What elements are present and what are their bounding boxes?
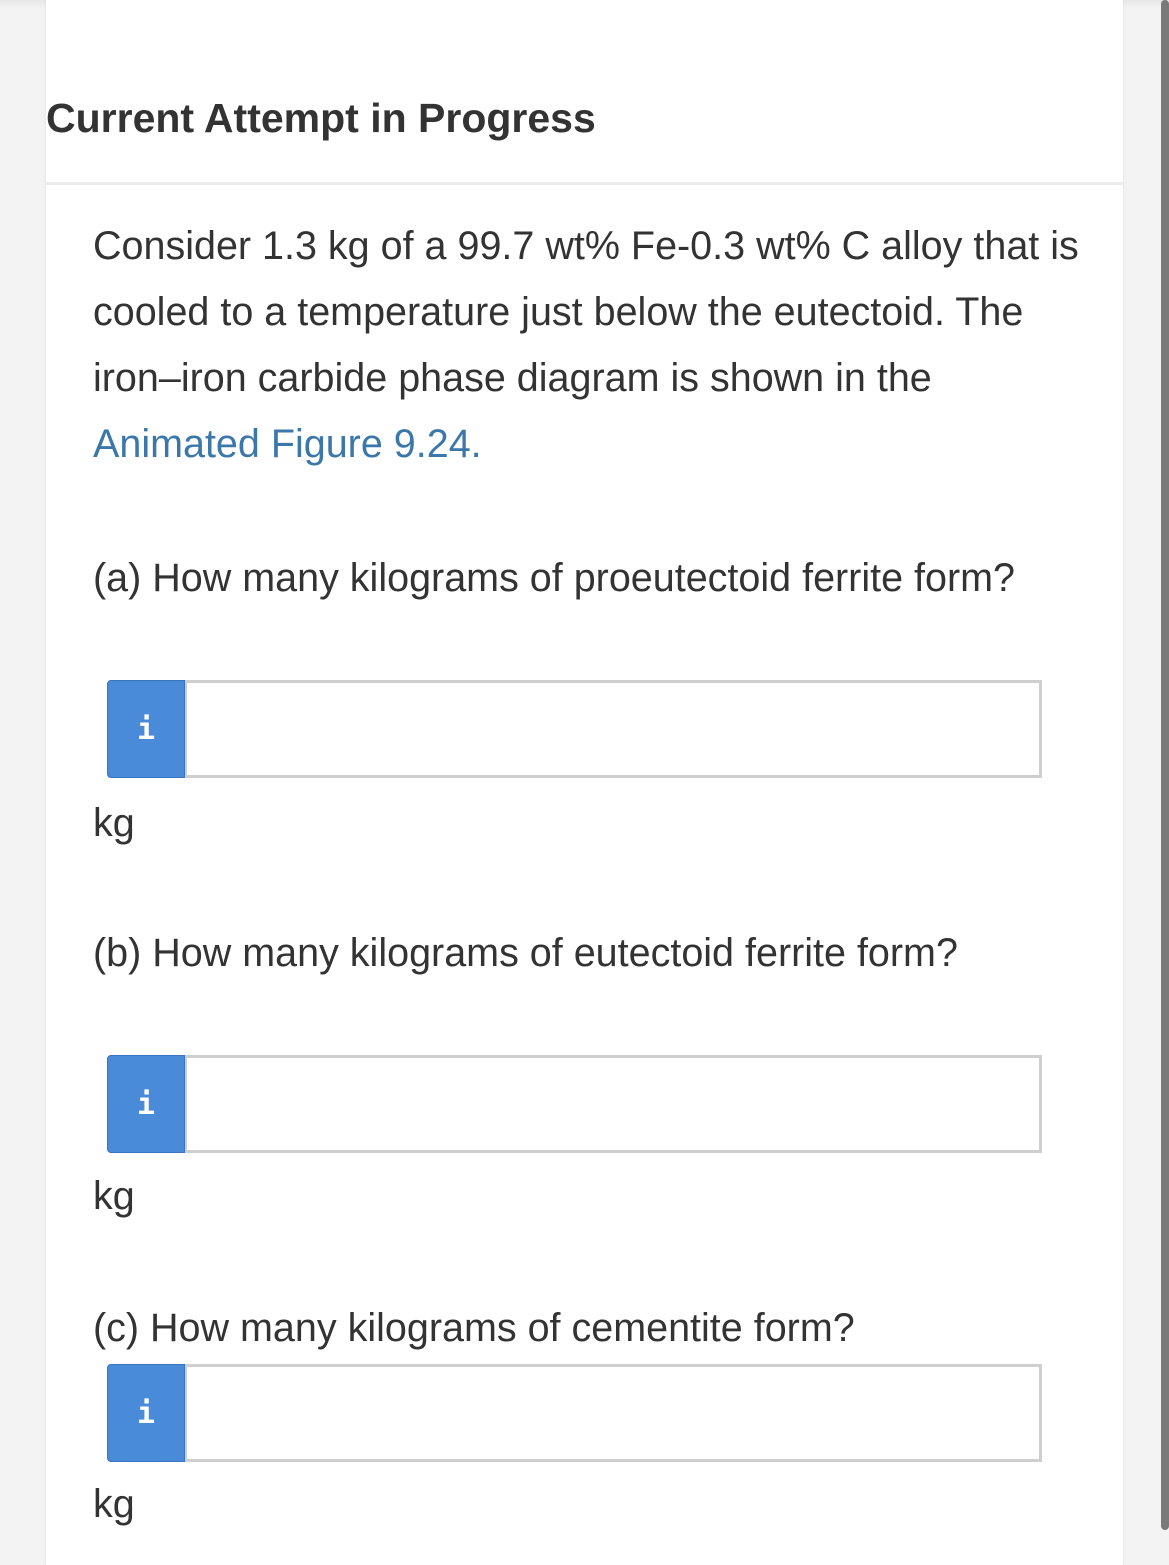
part-b-unit: kg [93,1174,135,1218]
question-panel [46,0,1123,1565]
part-b-info-button[interactable] [107,1055,185,1153]
part-c-info-button[interactable] [107,1364,185,1462]
info-icon: i [136,711,156,747]
part-c-question: (c) How many kilograms of cementite form? [93,1306,855,1350]
part-a-unit: kg [93,801,135,845]
info-icon: i [136,1086,156,1122]
part-b-answer-row [107,1055,1042,1153]
part-a-answer-row [107,680,1042,778]
info-icon: i [136,1395,156,1431]
part-c-unit: kg [93,1482,135,1526]
animated-figure-link[interactable]: Animated Figure 9.24. [93,422,482,466]
vertical-scrollbar[interactable] [1161,0,1169,1530]
part-c-answer-input[interactable] [185,1364,1042,1462]
part-a-answer-input[interactable] [185,680,1042,778]
title-divider [46,182,1123,185]
part-b-question: (b) How many kilograms of eutectoid ferrite form? [93,931,958,975]
part-a-question: (a) How many kilograms of proeutectoid ferrite form? [93,556,1016,600]
part-a-info-button[interactable] [107,680,185,778]
page-title: Current Attempt in Progress [46,95,596,141]
part-c-answer-row [107,1364,1042,1462]
problem-statement [93,213,1083,477]
part-b-answer-input[interactable] [185,1055,1042,1153]
problem-intro: Consider 1.3 kg of a 99.7 wt% Fe-0.3 wt% C alloy that is cooled to a temperature just below the eutectoid. The iron–iron carbide phase diagram is shown in the [93,224,1079,400]
